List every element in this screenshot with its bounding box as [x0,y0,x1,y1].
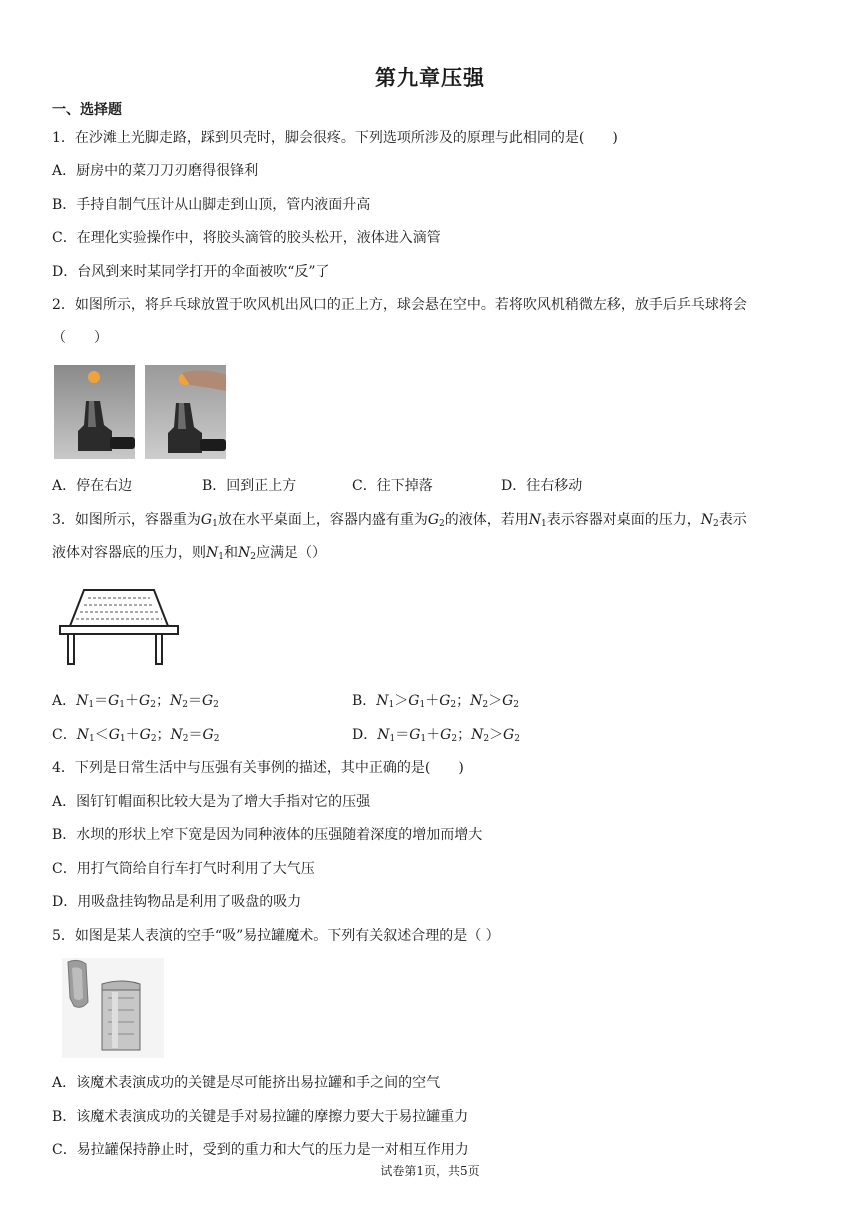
q3-stem-line1: 3．如图所示，容器重为$G_1$放在水平桌面上，容器内盛有重为$G_2$的液体，若用$N_1$表示容器对桌面的压力，$N_2$表示 [52,512,747,529]
page-title: 第九章压强 [375,66,485,90]
hand-can-magic-figure [62,958,164,1058]
q2-option-c[interactable]: C．往下掉落 [352,478,433,494]
q4-option-b[interactable]: B．水坝的形状上窄下宽是因为同种液体的压强随着深度的增加而增大 [52,827,483,843]
q2-option-d[interactable]: D．往右移动 [501,478,583,494]
q2-option-b[interactable]: B．回到正上方 [202,478,297,494]
q4-option-a[interactable]: A．图钉钉帽面积比较大是为了增大手指对它的压强 [52,794,371,810]
q1-option-a[interactable]: A．厨房中的菜刀刀刃磨得很锋利 [52,163,259,179]
hair-dryer-ball-figure [54,365,226,459]
q2-stem-line2: （ ） [52,330,108,346]
container-on-table-figure [58,586,182,668]
q1-option-d[interactable]: D．台风到来时某同学打开的伞面被吹“反”了 [52,264,330,280]
q1-option-c[interactable]: C．在理化实验操作中，将胶头滴管的胶头松开，液体进入滴管 [52,230,441,246]
q4-option-c[interactable]: C．用打气筒给自行车打气时利用了大气压 [52,861,315,877]
q4-stem: 4．下列是日常生活中与压强有关事例的描述，其中正确的是( ) [52,760,464,776]
q5-option-a[interactable]: A．该魔术表演成功的关键是尽可能挤出易拉罐和手之间的空气 [52,1075,441,1091]
q1-stem: 1．在沙滩上光脚走路，踩到贝壳时，脚会很疼。下列选项所涉及的原理与此相同的是( ) [52,130,618,146]
section-heading: 一、选择题 [52,102,122,118]
q3-option-b[interactable]: B．$N_1>G_1+G_2$；$N_2>G_2$ [352,693,520,710]
q3-option-c[interactable]: C．$N_1<G_1+G_2$；$N_2=G_2$ [52,727,220,744]
q3-stem-line2: 液体对容器底的压力，则$N_1$和$N_2$应满足（） [52,545,326,562]
q3-option-d[interactable]: D．$N_1=G_1+G_2$；$N_2>G_2$ [352,727,520,744]
q5-stem: 5．如图是某人表演的空手“吸”易拉罐魔术。下列有关叙述合理的是（ ） [52,928,500,944]
q2-stem-line1: 2．如图所示，将乒乓球放置于吹风机出风口的正上方，球会悬在空中。若将吹风机稍微左移，放手后乒乓球将会 [52,297,747,313]
q2-option-a[interactable]: A．停在右边 [52,478,133,494]
q5-option-c[interactable]: C．易拉罐保持静止时，受到的重力和大气的压力是一对相互作用力 [52,1142,469,1158]
q1-option-b[interactable]: B．手持自制气压计从山脚走到山顶，管内液面升高 [52,197,371,213]
page-footer: 试卷第1页，共5页 [380,1164,480,1178]
q3-option-a[interactable]: A．$N_1=G_1+G_2$；$N_2=G_2$ [52,693,219,710]
q4-option-d[interactable]: D．用吸盘挂钩物品是利用了吸盘的吸力 [52,894,302,910]
q5-option-b[interactable]: B．该魔术表演成功的关键是手对易拉罐的摩擦力要大于易拉罐重力 [52,1109,469,1125]
